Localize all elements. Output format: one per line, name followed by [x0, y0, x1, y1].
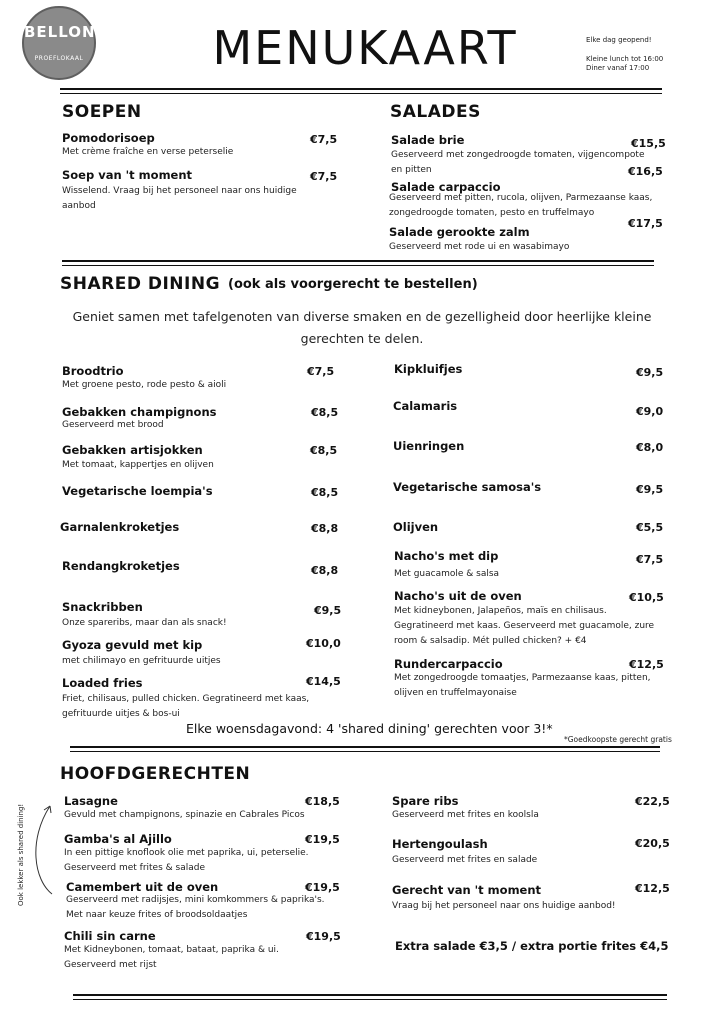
section-title-shared: SHARED DINING	[60, 274, 221, 294]
menu-item-name: Uienringen	[393, 439, 465, 453]
logo-subtext: PROEFLOKAAL	[34, 55, 84, 62]
menu-item-price: €14,5	[306, 675, 341, 688]
menu-item-price: €8,5	[311, 486, 339, 499]
promo-note: *Goedkoopste gerecht gratis	[564, 735, 672, 744]
menu-item-desc: Geserveerd met rode ui en wasabimayo	[389, 242, 570, 252]
menu-item-name: Calamaris	[393, 399, 458, 413]
menu-item-name: Pomodorisoep	[62, 131, 155, 145]
menu-item-name: Soep van 't moment	[62, 168, 193, 182]
menu-item-name: Gebakken champignons	[62, 405, 217, 419]
menu-item-price: €8,5	[310, 444, 338, 457]
menu-item-name: Rundercarpaccio	[394, 657, 503, 671]
menu-item-name: Vegetarische samosa's	[393, 480, 542, 494]
menu-item-desc: Onze spareribs, maar dan als snack!	[62, 618, 227, 628]
divider	[70, 751, 660, 752]
lunch-note: Kleine lunch tot 16:00	[586, 55, 664, 63]
divider	[73, 999, 667, 1000]
menu-item-name: Chili sin carne	[64, 929, 156, 943]
menu-item-price: €15,5	[631, 137, 666, 150]
menu-item-price: €8,0	[636, 441, 664, 454]
menu-item-price: €9,0	[636, 405, 664, 418]
section-title-hoofd: HOOFDGERECHTEN	[60, 764, 251, 784]
shared-intro: Geniet samen met tafelgenoten van diverse smaken en de gezelligheid door heerlijke kleine gerechten te delen.	[72, 309, 652, 346]
menu-item-name: Snackribben	[62, 600, 143, 614]
menu-item-price: €10,0	[306, 637, 341, 650]
menu-item-desc: Met guacamole & salsa	[394, 569, 500, 579]
menu-item-price: €7,5	[307, 365, 335, 378]
menu-item-desc: Met tomaat, kappertjes en olijven	[62, 460, 214, 470]
menu-item-desc: Met zongedroogde tomaatjes, Parmezaanse kaas, pitten, olijven en truffelmayonaise	[394, 673, 651, 698]
menu-item-price: €7,5	[636, 553, 664, 566]
menu-item-desc: Met Kidneybonen, tomaat, bataat, paprika & ui. Geserveerd met rijst	[64, 945, 279, 970]
menu-item-price: €8,8	[311, 522, 339, 535]
menu-item-name: Gebakken artisjokken	[62, 443, 203, 457]
menu-item-price: €7,5	[310, 170, 338, 183]
menu-item-price: €10,5	[629, 591, 664, 604]
open-note: Elke dag geopend!	[586, 36, 652, 44]
menu-item-name: Camembert uit de oven	[66, 880, 219, 894]
menu-item-name: Rendangkroketjes	[62, 559, 180, 573]
divider	[60, 88, 662, 90]
logo-text: BELLONS	[24, 23, 108, 41]
divider	[73, 994, 667, 996]
page-title: MENUKAART	[212, 21, 518, 75]
divider	[62, 265, 654, 266]
promo-text: Elke woensdagavond: 4 'shared dining' gerechten voor 3!*	[186, 721, 553, 736]
extra-note: Extra salade €3,5 / extra portie frites €4,5	[395, 939, 669, 953]
menu-item-name: Gyoza gevuld met kip	[62, 638, 203, 652]
menu-item-desc: Gevuld met champignons, spinazie en Cabrales Picos	[64, 810, 305, 820]
menu-item-desc: Met groene pesto, rode pesto & aioli	[62, 380, 227, 390]
menu-item-price: €19,5	[306, 930, 341, 943]
menu-item-name: Broodtrio	[62, 364, 124, 378]
menu-item-price: €8,8	[311, 564, 339, 577]
menu-item-name: Olijven	[393, 520, 439, 534]
menu-item-name: Garnalenkroketjes	[60, 520, 180, 534]
logo	[22, 6, 108, 80]
menu-item-price: €9,5	[636, 483, 664, 496]
section-subtitle-shared: (ook als voorgerecht te bestellen)	[228, 277, 478, 292]
menu-item-desc: Met crème fraîche en verse peterselie	[62, 147, 234, 157]
menu-item-name: Loaded fries	[62, 676, 143, 690]
menu-item-name: Salade carpaccio	[391, 180, 501, 194]
section-title-salades: SALADES	[390, 102, 481, 122]
menu-item-desc: Geserveerd met frites en koolsla	[392, 810, 539, 820]
menu-item-name: Kipkluifjes	[394, 362, 463, 376]
menu-item-price: €16,5	[628, 165, 663, 178]
menu-item-price: €22,5	[635, 795, 670, 808]
menu-item-price: €12,5	[629, 658, 664, 671]
menu-item-desc: Geserveerd met brood	[62, 420, 164, 430]
menu-item-name: Salade brie	[391, 133, 465, 147]
menu-item-price: €7,5	[310, 133, 338, 146]
menu-item-price: €19,5	[305, 833, 340, 846]
menu-item-name: Nacho's met dip	[394, 549, 499, 563]
dinner-note: Diner vanaf 17:00	[586, 64, 650, 72]
menu-item-desc: Geserveerd met radijsjes, mini komkommers & paprika's. Met naar keuze frites of broodsoldaatjes	[66, 895, 325, 920]
divider	[70, 746, 660, 748]
menu-item-desc: In een pittige knoflook olie met paprika, ui, peterselie. Geserveerd met frites & salade	[64, 848, 309, 873]
menu-item-price: €8,5	[311, 406, 339, 419]
side-note: Ook lekker als shared dining!	[17, 803, 25, 906]
divider	[60, 93, 662, 94]
menu-item-desc: Friet, chilisaus, pulled chicken. Gegratineerd met kaas, gefrituurde uitjes & bos-ui	[62, 694, 310, 719]
menu-item-name: Salade gerookte zalm	[389, 225, 530, 239]
menu-item-name: Vegetarische loempia's	[62, 484, 213, 498]
menu-item-name: Gamba's al Ajillo	[64, 832, 172, 846]
menu-item-desc: Geserveerd met zongedroogde tomaten, vijgencompote en pitten	[391, 150, 645, 175]
menu-item-desc: Met kidneybonen, Jalapeños, maïs en chilisaus. Gegratineerd met kaas. Geserveerd met guacamole, zure room & salsadip. Mét pulled chicken? + €4	[394, 606, 655, 646]
menu-item-price: €20,5	[635, 837, 670, 850]
divider	[62, 260, 654, 262]
menu-item-desc: Geserveerd met pitten, rucola, olijven, Parmezaanse kaas, zongedroogde tomaten, pesto en truffelmayo	[389, 193, 653, 218]
menu-item-desc: met chilimayo en gefrituurde uitjes	[62, 656, 221, 666]
menu-item-price: €9,5	[314, 604, 342, 617]
section-title-soepen: SOEPEN	[62, 102, 142, 122]
menu-item-name: Spare ribs	[392, 794, 459, 808]
menu-item-price: €12,5	[635, 882, 670, 895]
menu-item-name: Nacho's uit de oven	[394, 589, 522, 603]
menu-item-name: Lasagne	[64, 794, 118, 808]
menu-item-desc: Geserveerd met frites en salade	[392, 855, 538, 865]
curved-arrow-icon	[26, 800, 66, 900]
menu-item-price: €19,5	[305, 881, 340, 894]
menu-item-price: €17,5	[628, 217, 663, 230]
menu-item-price: €5,5	[636, 521, 664, 534]
menu-item-desc: Vraag bij het personeel naar ons huidige aanbod!	[392, 901, 616, 911]
menu-item-price: €18,5	[305, 795, 340, 808]
menu-item-price: €9,5	[636, 366, 664, 379]
menu-item-name: Gerecht van 't moment	[392, 883, 542, 897]
menu-item-name: Hertengoulash	[392, 837, 488, 851]
menu-item-desc: Wisselend. Vraag bij het personeel naar ons huidige aanbod	[62, 186, 297, 211]
